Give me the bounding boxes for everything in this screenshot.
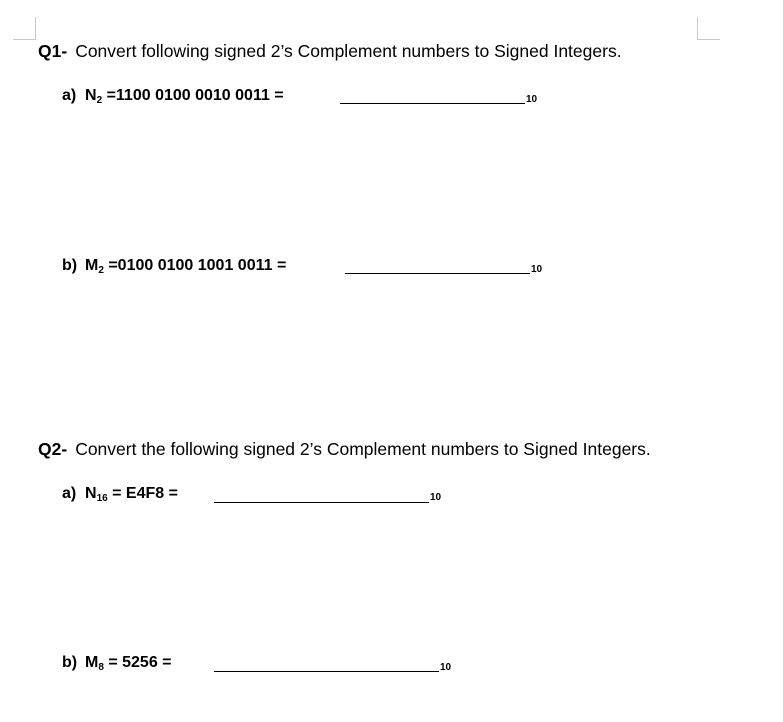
margin-corner-mark-left [13, 17, 36, 40]
item-label: a) [62, 87, 77, 104]
item-label: b) [62, 257, 78, 274]
question-2a-answer-line[interactable] [214, 502, 429, 503]
item-label: b) [62, 654, 78, 671]
expression: =1100 0100 0010 0011 = [102, 87, 284, 104]
variable-subscript: 16 [96, 493, 108, 504]
item-label: a) [62, 485, 77, 502]
question-2b-answer-line[interactable] [214, 671, 439, 672]
variable: N [85, 485, 97, 502]
question-1b-base-subscript: 10 [531, 264, 543, 275]
expression: =0100 0100 1001 0011 = [103, 257, 287, 274]
variable-subscript: 2 [96, 95, 103, 106]
variable: M [85, 257, 99, 274]
question-1-text: Convert following signed 2’s Complement numbers to Signed Integers. [75, 41, 622, 61]
question-2b [62, 653, 172, 673]
question-1-heading [38, 40, 622, 62]
margin-corner-mark-right [697, 17, 720, 40]
question-2-heading [38, 438, 651, 460]
question-1a [62, 86, 284, 106]
question-2-text: Convert the following signed 2’s Complement numbers to Signed Integers. [75, 439, 651, 459]
variable-subscript: 2 [98, 265, 104, 276]
question-1a-base-subscript: 10 [526, 94, 538, 105]
variable-subscript: 8 [98, 662, 104, 673]
question-2-number: Q2- [38, 439, 68, 459]
question-2b-base-subscript: 10 [440, 662, 452, 673]
question-1b-answer-line[interactable] [345, 273, 530, 274]
expression: = 5256 = [103, 654, 172, 671]
question-1a-answer-line[interactable] [340, 103, 525, 104]
variable: N [85, 87, 97, 104]
expression: = E4F8 = [107, 485, 178, 502]
question-1b [62, 256, 286, 276]
variable: M [85, 654, 99, 671]
question-1-number: Q1- [38, 41, 68, 61]
question-2a-base-subscript: 10 [430, 492, 442, 503]
question-2a [62, 484, 178, 504]
